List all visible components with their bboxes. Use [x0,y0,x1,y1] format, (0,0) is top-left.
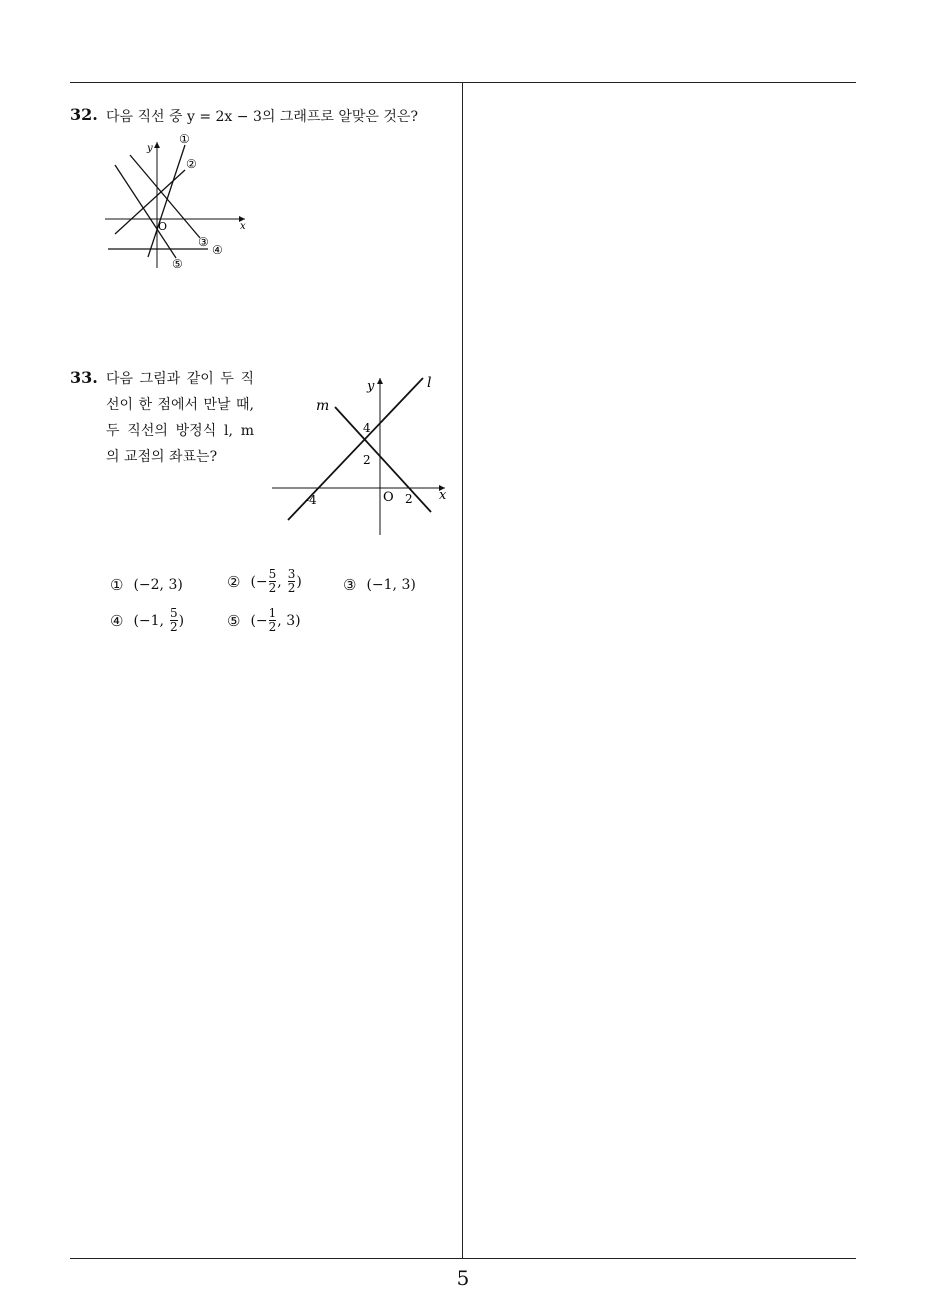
fraction-denominator: 2 [268,620,277,634]
fraction-numerator: 5 [268,567,277,581]
choice-3[interactable] [343,576,416,594]
choice-3-text: (−1, 3) [366,577,416,593]
fraction-denominator: 2 [287,581,296,595]
choice-1-mark: ① [110,576,124,594]
choice-5-suffix: , 3) [277,612,301,629]
line-4-marker: ④ [212,243,223,257]
tick-y-2: 2 [363,453,371,467]
fraction-numerator: 3 [287,567,296,581]
choice-2-suffix: ) [296,573,302,590]
choice-4-mark: ④ [110,611,124,630]
y-axis-label: y [367,379,375,394]
origin-label: O [383,490,394,505]
line-5 [115,165,176,258]
line-5-marker: ⑤ [172,257,183,271]
choice-5-fraction [269,607,277,634]
choice-5[interactable] [227,607,301,634]
line-1-marker: ① [179,132,190,146]
choice-5-mark: ⑤ [227,611,241,630]
line-3-marker: ③ [198,235,209,249]
question-32-text: 다음 직선 중 y = 2x − 3의 그래프로 알맞은 것은? [106,109,418,125]
fraction-numerator: 5 [170,606,178,620]
choice-1[interactable] [110,576,183,594]
choice-2-fraction-2 [288,568,296,595]
choice-3-mark: ③ [343,576,357,594]
column-divider [462,82,463,1258]
tick-x-neg4: -4 [305,493,317,507]
choice-1-text: (−2, 3) [133,577,183,593]
bottom-rule [70,1258,856,1259]
question-33-graph [265,370,455,540]
choice-4[interactable] [110,607,184,634]
line-1 [148,145,185,257]
question-32-graph [100,130,260,275]
choice-2-fraction-1 [269,568,277,595]
line-m-label: m [316,398,330,414]
question-33-number: 33. [70,368,98,387]
y-axis-arrow [154,142,160,148]
choice-4-fraction [170,607,178,634]
choice-4-suffix: ) [178,612,185,629]
choice-2[interactable] [227,568,302,595]
fraction-denominator: 2 [268,581,277,595]
question-33-text: 다음 그림과 같이 두 직선이 한 점에서 만날 때, 두 직선의 방정식 l, m의 교점의 좌표는? [106,371,254,465]
y-axis-arrow [377,378,383,384]
line-2-marker: ② [186,157,197,171]
page-number: 5 [456,1266,470,1290]
origin-label: O [158,220,168,233]
choice-5-prefix: (− [250,612,268,629]
x-axis-label: x [439,488,447,503]
x-axis-label: x [240,221,246,232]
choice-2-prefix: (− [250,573,268,590]
choice-4-prefix: (−1, [133,612,165,629]
top-rule [70,82,856,83]
choice-2-separator: , [277,573,282,590]
question-32-number: 32. [70,105,98,124]
fraction-numerator: 1 [268,606,277,620]
choice-2-mark: ② [227,572,241,591]
tick-y-4: 4 [363,421,371,435]
y-axis-label: y [147,143,153,154]
line-l-label: l [427,375,432,391]
fraction-denominator: 2 [170,620,178,634]
tick-x-2: 2 [405,492,413,506]
